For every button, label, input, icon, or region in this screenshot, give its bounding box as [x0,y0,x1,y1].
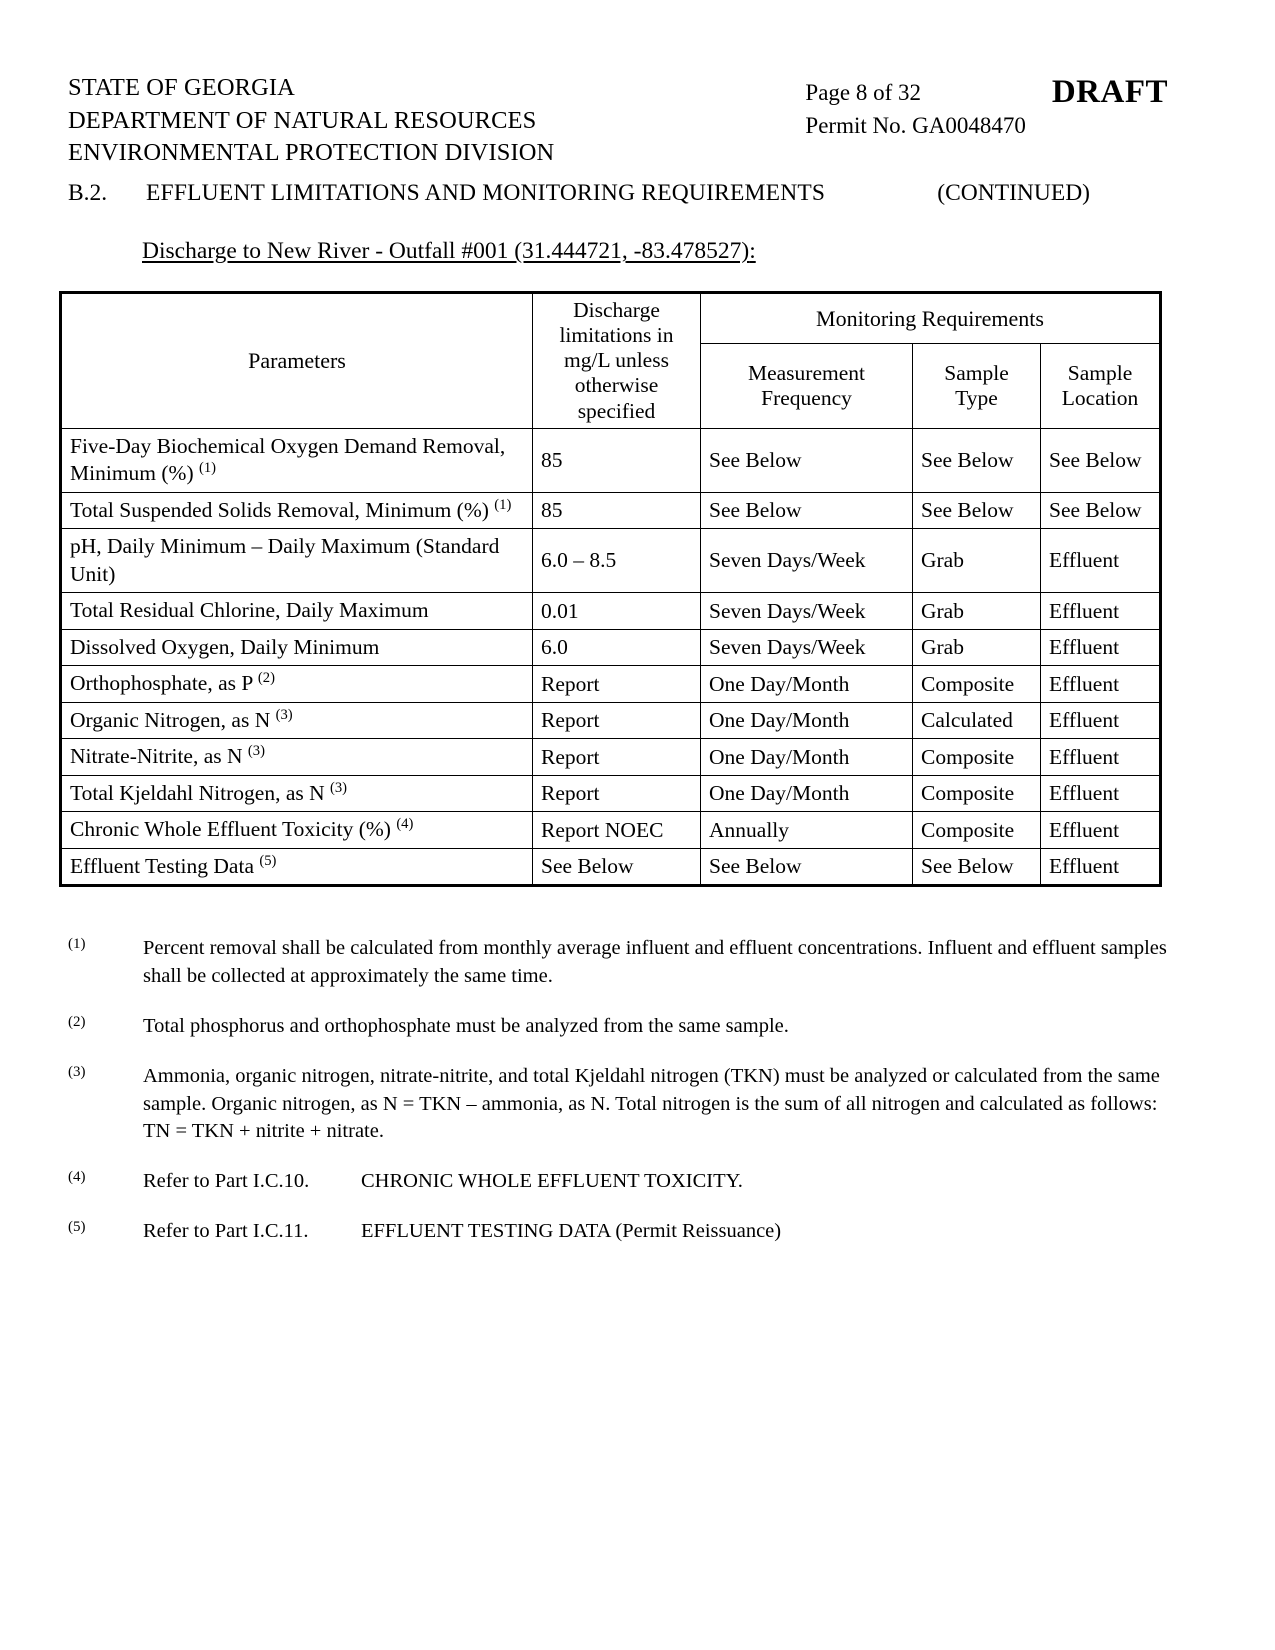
header-sample-type [913,344,1041,429]
cell-sample-type: See Below [913,492,1041,529]
effluent-table-container [59,291,1159,887]
discharge-line-3: mg/L unless [564,348,669,373]
cell-sample-location: Effluent [1041,629,1161,666]
cell-parameter [61,428,533,492]
cell-measurement-frequency: See Below [701,492,913,529]
cell-sample-location: Effluent [1041,529,1161,593]
cell-sample-type: Grab [913,593,1041,630]
cell-parameter [61,593,533,630]
table-row [61,593,1161,630]
table-header-row-1 [61,293,1161,344]
cell-sample-type: See Below [913,428,1041,492]
footnote-marker: (1) [68,936,86,952]
cell-parameter [61,702,533,739]
footnote-marker: (3) [68,1063,86,1080]
page-header [68,72,1168,170]
table-head [61,293,1161,429]
permit-number: Permit No. GA0048470 [805,113,1026,139]
outfall-subtitle-colon: : [749,238,756,264]
section-heading [68,180,1168,207]
cell-discharge-limit: Report [533,739,701,776]
header-right-block [805,72,1168,143]
table-row [61,739,1161,776]
section-number: B.2. [68,180,108,206]
parameter-label: Nitrate-Nitrite, as N [70,744,243,769]
cell-discharge-limit: See Below [533,848,701,886]
cell-discharge-limit: 85 [533,428,701,492]
table-body [61,428,1161,886]
cell-discharge-limit: 85 [533,492,701,529]
sample-type-line-1: Sample [944,360,1009,385]
parameter-footnote-marker: (5) [259,852,277,869]
cell-discharge-limit: 0.01 [533,593,701,630]
cell-discharge-limit: Report NOEC [533,812,701,849]
agency-block [68,72,554,170]
parameter-footnote-marker: (1) [199,460,217,477]
footnote-part-reference: Refer to Part I.C.11. [143,1220,309,1243]
table-row [61,812,1161,849]
cell-discharge-limit: Report [533,702,701,739]
parameter-footnote-marker: (3) [247,743,265,760]
parameter-label: Total Suspended Solids Removal, Minimum (%) [70,497,489,522]
cell-sample-location: Effluent [1041,593,1161,630]
footnotes-section [68,935,1176,1268]
table-row [61,848,1161,886]
cell-measurement-frequency: Seven Days/Week [701,629,913,666]
footnote-row [68,935,1176,991]
cell-discharge-limit: Report [533,775,701,812]
cell-sample-type: See Below [913,848,1041,886]
discharge-line-5: specified [577,398,656,423]
draft-stamp: DRAFT [1051,74,1168,110]
cell-parameter [61,848,533,886]
sample-location-line-2: Location [1061,385,1139,410]
cell-sample-location: Effluent [1041,848,1161,886]
cell-sample-type: Composite [913,739,1041,776]
footnote-row [68,1063,1176,1147]
sample-location-line-1: Sample [1067,360,1133,385]
header-sample-location [1041,344,1161,429]
parameter-footnote-marker: (3) [330,779,348,796]
parameter-label: Dissolved Oxygen, Daily Minimum [70,634,380,659]
cell-sample-type: Composite [913,775,1041,812]
agency-line-2: DEPARTMENT OF NATURAL RESOURCES [68,106,537,134]
parameter-label: Chronic Whole Effluent Toxicity (%) [70,817,391,842]
table-row [61,702,1161,739]
outfall-subtitle [142,238,756,265]
discharge-line-1: Discharge [573,298,660,322]
measurement-frequency-line-2: Frequency [761,385,852,410]
footnote-marker: (2) [68,1013,86,1030]
cell-measurement-frequency: See Below [701,428,913,492]
table-row [61,666,1161,703]
cell-parameter [61,629,533,666]
parameter-label: Organic Nitrogen, as N [70,707,271,732]
table-row [61,629,1161,666]
effluent-limitations-table [59,291,1162,887]
footnote-text: Ammonia, organic nitrogen, nitrate-nitrite, and total Kjeldahl nitrogen (TKN) must be analyzed or calculated from the same sample. Organic nitrogen, as N = TKN – ammonia, as N. Total nitrogen is the sum of all nitrogen and calculated as follows: TN = TKN + nitrite + nitrate. [143,1064,1160,1143]
parameter-label: Five-Day Biochemical Oxygen Demand Removal, Minimum (%) [70,433,506,486]
cell-measurement-frequency: One Day/Month [701,739,913,776]
cell-sample-type: Grab [913,529,1041,593]
outfall-subtitle-text: Discharge to New River - Outfall #001 (31.444721, -83.478527) [142,238,750,264]
parameter-footnote-marker: (2) [257,670,275,687]
section-continued-label: (CONTINUED) [937,180,1090,206]
cell-measurement-frequency: Annually [701,812,913,849]
footnote-marker: (4) [68,1169,86,1186]
agency-line-3: ENVIRONMENTAL PROTECTION DIVISION [68,139,555,167]
header-parameters: Parameters [61,293,533,429]
footnote-marker: (5) [68,1219,86,1236]
header-measurement-frequency [701,344,913,429]
footnote-body: EFFLUENT TESTING DATA (Permit Reissuance) [361,1220,782,1243]
table-row [61,492,1161,529]
table-row [61,529,1161,593]
cell-measurement-frequency: One Day/Month [701,702,913,739]
table-row [61,428,1161,492]
cell-measurement-frequency: Seven Days/Week [701,529,913,593]
cell-measurement-frequency: See Below [701,848,913,886]
cell-parameter [61,775,533,812]
section-title: EFFLUENT LIMITATIONS AND MONITORING REQUIREMENTS [146,180,826,206]
cell-parameter [61,492,533,529]
cell-sample-location: Effluent [1041,702,1161,739]
header-monitoring-requirements: Monitoring Requirements [701,293,1161,344]
discharge-line-2: limitations in [559,323,674,348]
cell-sample-type: Calculated [913,702,1041,739]
footnote-row [68,1218,1176,1246]
cell-sample-location: Effluent [1041,666,1161,703]
sample-type-line-2: Type [955,385,998,410]
parameter-footnote-marker: (1) [494,496,512,513]
permit-meta [805,76,1025,143]
footnote-row [68,1013,1176,1041]
cell-measurement-frequency: One Day/Month [701,775,913,812]
cell-sample-location: See Below [1041,492,1161,529]
cell-discharge-limit: Report [533,666,701,703]
cell-parameter [61,812,533,849]
cell-sample-location: Effluent [1041,739,1161,776]
cell-sample-location: Effluent [1041,812,1161,849]
footnote-text: Total phosphorus and orthophosphate must be analyzed from the same sample. [143,1014,789,1037]
cell-measurement-frequency: One Day/Month [701,666,913,703]
cell-sample-location: See Below [1041,428,1161,492]
agency-line-1: STATE OF GEORGIA [68,74,295,101]
page-number: Page 8 of 32 [805,80,922,105]
footnote-text [143,1168,1176,1196]
parameter-label: Orthophosphate, as P [70,671,253,696]
parameter-footnote-marker: (3) [275,706,293,723]
cell-measurement-frequency: Seven Days/Week [701,593,913,630]
footnote-body: CHRONIC WHOLE EFFLUENT TOXICITY. [361,1170,743,1193]
measurement-frequency-line-1: Measurement [747,360,865,385]
cell-discharge-limit: 6.0 – 8.5 [533,529,701,593]
cell-parameter [61,529,533,593]
footnote-row [68,1168,1176,1196]
cell-parameter [61,739,533,776]
cell-sample-location: Effluent [1041,775,1161,812]
footnote-text: Percent removal shall be calculated from monthly average influent and effluent concentrations. Influent and effluent samples shall be collected at approximately the same time. [143,937,1167,987]
parameter-label: pH, Daily Minimum – Daily Maximum (Standard Unit) [70,534,500,586]
cell-discharge-limit: 6.0 [533,629,701,666]
footnote-part-reference: Refer to Part I.C.10. [143,1170,310,1193]
parameter-label: Effluent Testing Data [70,853,254,878]
cell-sample-type: Composite [913,812,1041,849]
cell-sample-type: Composite [913,666,1041,703]
parameter-label: Total Kjeldahl Nitrogen, as N [70,780,325,805]
parameter-footnote-marker: (4) [396,816,414,833]
cell-parameter [61,666,533,703]
discharge-line-4: otherwise [574,373,659,398]
cell-sample-type: Grab [913,629,1041,666]
footnote-text [143,1218,1176,1246]
table-row [61,775,1161,812]
parameter-label: Total Residual Chlorine, Daily Maximum [70,598,429,623]
header-discharge-limitations [533,293,701,429]
